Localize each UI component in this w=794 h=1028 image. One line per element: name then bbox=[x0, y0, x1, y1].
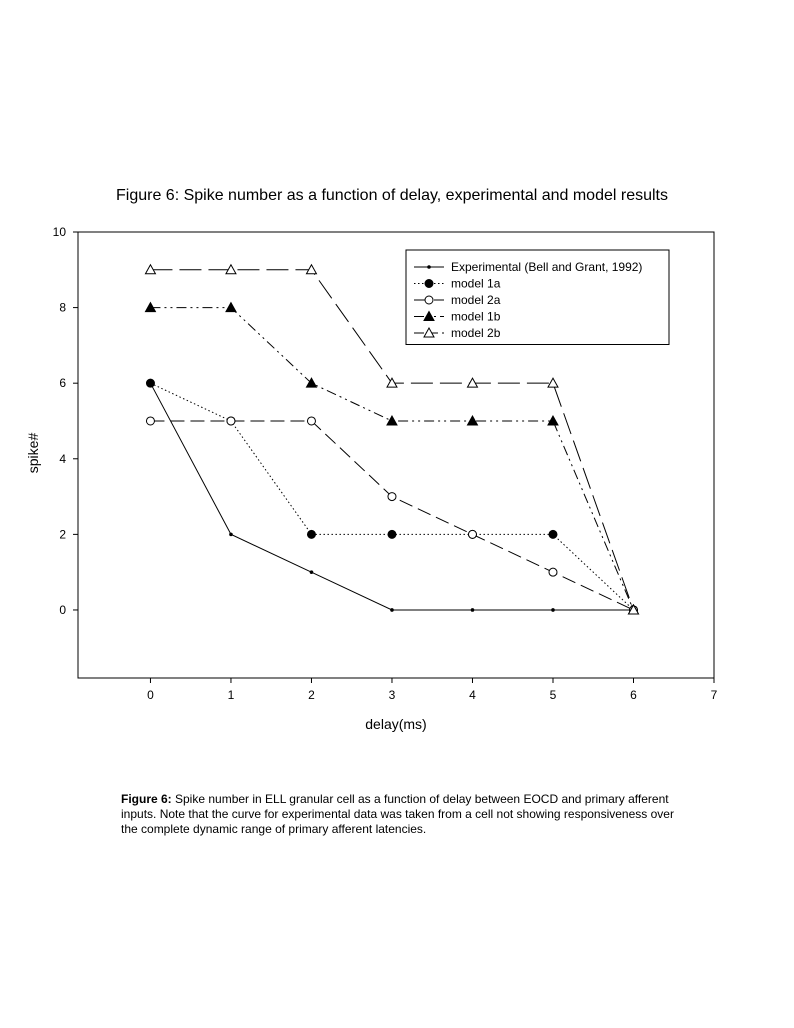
legend-marker bbox=[427, 265, 431, 269]
y-tick-label: 0 bbox=[59, 602, 66, 617]
x-tick-label: 3 bbox=[388, 688, 396, 702]
y-tick-label: 2 bbox=[59, 527, 66, 542]
y-axis-label: spike# bbox=[25, 432, 41, 474]
series-line bbox=[150, 421, 633, 610]
y-tick-label: 4 bbox=[59, 451, 66, 466]
legend-marker bbox=[425, 280, 433, 288]
data-point bbox=[387, 416, 397, 425]
series-3 bbox=[145, 303, 638, 614]
data-point bbox=[468, 530, 476, 538]
legend-label: Experimental (Bell and Grant, 1992) bbox=[451, 260, 643, 274]
x-axis-label: delay(ms) bbox=[365, 716, 427, 732]
data-point bbox=[229, 533, 233, 537]
y-tick-label: 10 bbox=[52, 225, 66, 239]
data-point bbox=[388, 493, 396, 501]
x-tick-label: 0 bbox=[147, 688, 154, 702]
x-tick-label: 7 bbox=[710, 688, 718, 702]
data-point bbox=[226, 303, 236, 312]
legend-label: model 1b bbox=[451, 309, 501, 324]
x-tick-label: 1 bbox=[227, 688, 235, 702]
caption-text: Spike number in ELL granular cell as a function of delay between EOCD and primary afferent inputs. Note that the curve for experimental data was taken from a cell not showing responsiveness over the complete dynamic range of primary afferent latencies. bbox=[121, 792, 674, 836]
y-axis-ticks bbox=[53, 225, 78, 617]
legend-label: model 1a bbox=[451, 276, 501, 291]
x-tick-label: 4 bbox=[469, 688, 476, 702]
data-point bbox=[307, 417, 315, 425]
legend bbox=[406, 250, 669, 345]
data-point bbox=[146, 379, 154, 387]
data-point bbox=[467, 416, 477, 425]
x-tick-label: 2 bbox=[308, 688, 315, 702]
data-point bbox=[310, 570, 314, 574]
figure-caption bbox=[121, 792, 681, 837]
data-point bbox=[227, 417, 235, 425]
legend-label: model 2a bbox=[451, 293, 501, 307]
data-point bbox=[471, 608, 475, 612]
data-point bbox=[390, 608, 394, 612]
x-tick-label: 5 bbox=[549, 688, 557, 702]
y-tick-label: 6 bbox=[59, 376, 66, 391]
legend-marker bbox=[425, 296, 433, 304]
y-tick-label: 8 bbox=[59, 300, 66, 315]
x-tick-label: 6 bbox=[630, 688, 637, 702]
series-line bbox=[150, 308, 633, 610]
legend-label: model 2b bbox=[451, 326, 501, 340]
data-point bbox=[146, 417, 154, 425]
x-axis-ticks bbox=[147, 678, 718, 702]
data-point bbox=[307, 530, 315, 538]
data-point bbox=[549, 568, 557, 576]
data-point bbox=[388, 530, 396, 538]
caption-label: Figure 6: bbox=[121, 792, 172, 806]
data-point bbox=[548, 378, 558, 387]
data-point bbox=[549, 530, 557, 538]
chart-title: Figure 6: Spike number as a function of delay, experimental and model results bbox=[116, 187, 668, 204]
data-point bbox=[551, 608, 555, 612]
